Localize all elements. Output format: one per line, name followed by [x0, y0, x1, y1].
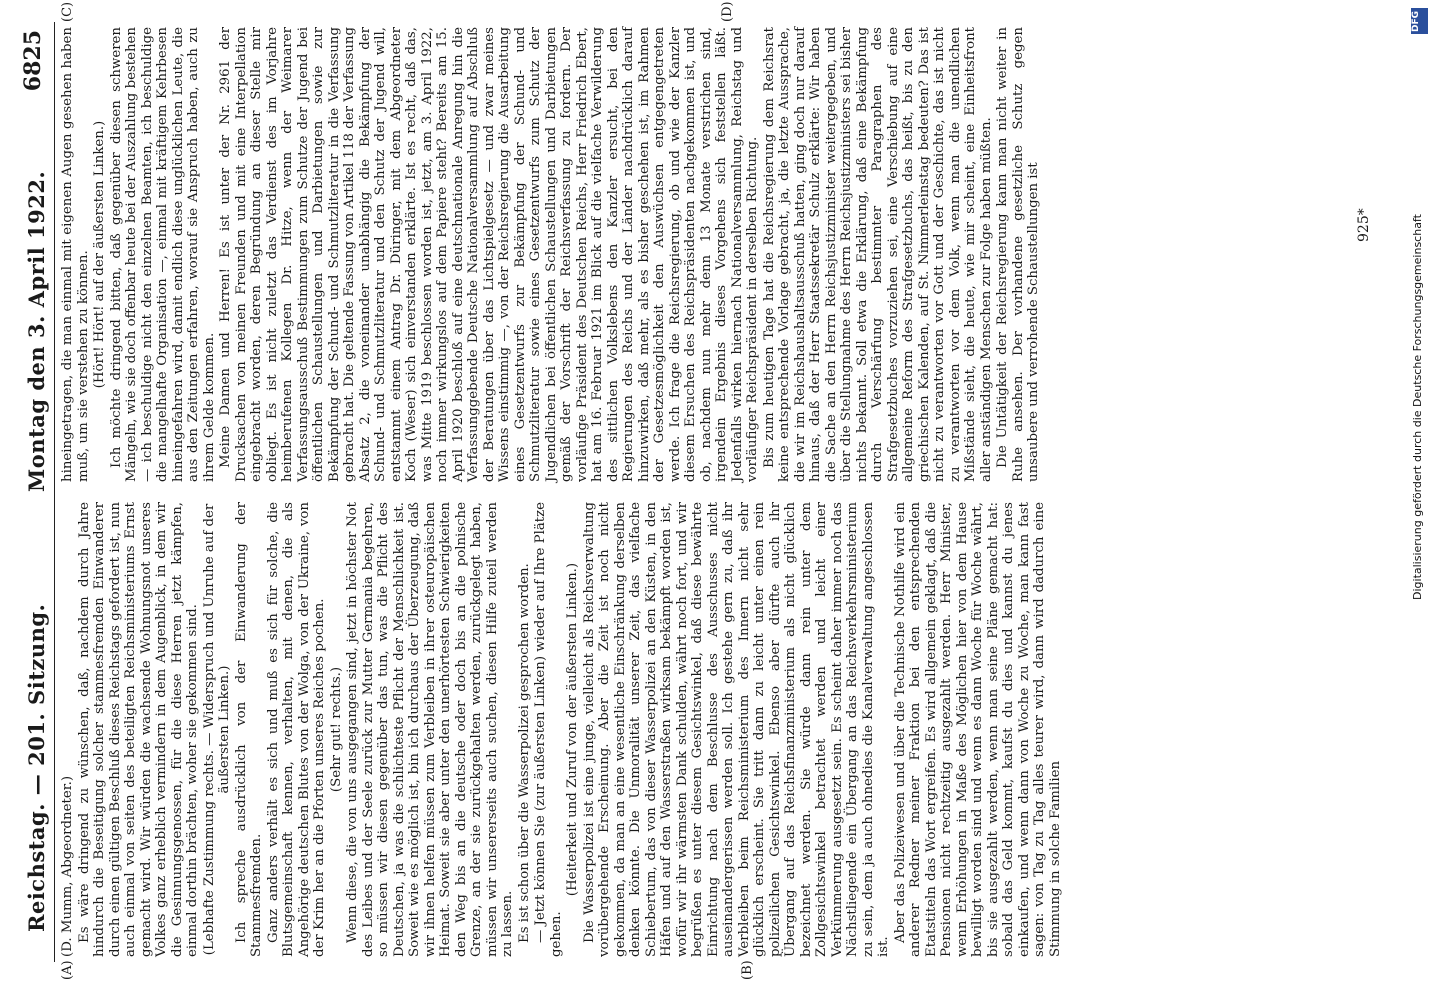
page-header: [20, 22, 55, 962]
column-left: [60, 502, 1064, 957]
digitization-note: Digitalisierung gefördert durch die Deutsche Forschungsgemeinschaft: [1411, 214, 1424, 600]
page-number: 6825: [20, 30, 46, 92]
paragraph: Ganz anders verhält es sich und muß es sich für solche, die Blutsgemeinschaft kennen, verhalten, mit denen, die als Angehörige deutschen Blutes von der Wolga, von der Ukraine, von der Krim her an die Pforten unseres Reiches pochen.: [265, 502, 327, 957]
header-left: Reichstag. — 201. Sitzung.: [24, 603, 49, 932]
interjection: (Sehr gut! rechts.): [328, 666, 344, 793]
header-date: Montag den 3. April 1922.: [24, 170, 49, 492]
column-right: [60, 27, 1043, 482]
paragraph: Wenn diese, die von uns ausgegangen sind, jetzt in höchster Not des Leibes und der Seele zurück zur Mutter Germania begehren, so müssen wir diesen gegenüber das tun, was die Pflicht des Deutschen, ja was die schlichteste Pflicht der Menschlichkeit ist. Soweit wie es möglich ist, bin ich durchaus der Überzeugung, daß wir ihnen helfen müssen zum Verbleiben in ihrer osteuropäischen Heimat. Soweit sie aber unter den unerhörtesten Schwierigkeiten den Weg bis an die deutsche oder doch bis an die polnische Grenze, an der sie zurückgehalten werden, zurückgelegt haben, müssen wir unsererseits auch suchen, diesen Hilfe zuteil werden zu lassen.: [345, 502, 515, 957]
speaker-line: (D. Mumm, Abgeordneter.): [60, 775, 75, 957]
paragraph: hineingetragen, die man einmal mit eigenen Augen gesehen haben muß, um sie verstehen zu können.: [60, 27, 91, 482]
interjection: (Lebhafte Zustimmung rechts. — Widerspruch und Unruhe auf der äußersten Linken.): [201, 503, 232, 956]
paragraph: Es ist schon über die Wasserpolizei gesprochen worden.: [516, 563, 532, 943]
dfg-logo-icon: DFG: [1411, 8, 1428, 34]
interjection: (Heiterkeit und Zuruf von der äußersten Linken.): [565, 562, 580, 897]
paragraph: Die Wasserpolizei ist eine junge, vielleicht als Reichsverwaltung vorübergehende Erscheinung. Aber die Zeit ist noch nicht gekommen, da man an eine wesentliche Einschränkung derselben denken könnte. Die Unmoralität unserer Zeit, das vielfache Schiebertum, das von dieser Wasserpolizei an den Küsten, in den Häfen und auf den Wasserstraßen wirksam bekämpft worden ist, wofür wir ihr wärmsten Dank schulden, währt noch fort, und wir begrüßen es unter diesem Gesichtswinkel, daß diese bewährte Einrichtung nach dem Beschlusse des Ausschusses nicht auseinandergerissen werden soll. Ich gestehe gern zu, daß ihr Verbleiben beim Reichsministerium des Innern nicht sehr glücklich erscheint. Sie tritt dann zu leicht unter einen rein polizeilichen Gesichtswinkel. Ebenso aber dürfte auch ihr Übergang auf das Reichsfinanzministerium als nicht glücklich bezeichnet werden. Sie würde dann rein unter dem Zollgesichtswinkel betrachtet werden und leicht einer Verkümmerung ausgesetzt sein. Es scheint daher immer noch das Nächstliegende ein Übergang an das Reichsverkehrsministerium zu sein, dem ja auch ohnedies die Kanalverwaltung angeschlossen ist.: [581, 502, 891, 957]
interjection: (Hört! Hört! auf der äußersten Linken.): [92, 120, 107, 389]
margin-marker-d: (D): [720, 1, 735, 22]
paragraph: Ich möchte dringend bitten, daß gegenüber diesen schweren Mängeln, wie sie doch offenbar heute bei der Auszahlung bestehen — ich beschuldige nicht den einzelnen Beamten, ich beschuldige die mangelhafte Organisation —, einmal mit kräftigem Kehrbesen hineingefahren wird, damit endlich diese unglücklichen Leute, die aus den Zeitungen erfahren, worauf sie Anspruch haben, auch zu ihrem Gelde kommen.: [108, 27, 217, 482]
paragraph: Meine Damen und Herren! Es ist unter der Nr. 2961 der Drucksachen von meinen Freunden und mit eine Interpellation eingebracht worden, deren Begründung an dieser Stelle mir obliegt. Es ist nicht zuletzt das Verdienst des im Vorjahre heimberufenen Kollegen Dr. Hitze, wenn der Weimarer Verfassungsausschuß Bestimmungen zum Schutze der Jugend bei öffentlichen Schaustellungen und Darbietungen sowie zur Bekämpfung der Schund- und Schmutzliteratur in die Verfassung gebracht hat. Die geltende Fassung von Artikel 118 der Verfassung Absatz 2, die voneinander unabhängig die Bekämpfung der Schund- und Schmutzliteratur und den Schutz der Jugend will, entstammt einem Antrag Dr. Düringer, mit dem Abgeordneter Koch (Weser) sich einverstanden erklärte. Ist es recht, daß das, was Mitte 1919 beschlossen worden ist, jetzt, am 3. April 1922, noch immer wirkungslos auf dem Papiere steht? Bereits am 15. April 1920 beschloß auf eine deutschnationale Anregung hin die Verfassunggebende Deutsche Nationalversammlung auf Abschluß der Beratungen über das Lichtspielgesetz — und zwar meines Wissens einstimmig —, von der Reichsregierung die Ausarbeitung eines Gesetzentwurfs zur Bekämpfung der Schund- und Schmutzliteratur sowie eines Gesetzentwurfs zum Schutz der Jugendlichen bei öffentlichen Schaustellungen und Darbietungen gemäß der Vorschrift der Reichsverfassung zu fordern. Der vorläufige Präsident des Deutschen Reichs, Herr Friedrich Ebert, hat am 16. Februar 1921 im Blick auf die vielfache Verwilderung des sittlichen Volkslebens den Kanzler ersucht, bei den Regierungen des Reichs und der Länder nachdrücklich darauf hinzuwirken, daß mehr, als es bisher geschehen ist, im Rahmen der Gesetzesmöglichkeit den Auswüchsen entgegengetreten werde. Ich frage die Reichsregierung, ob und wie der Kanzler diesem Ersuchen des Reichspräsidenten nachgekommen ist, und ob, nachdem nun mehr denn 13 Monate verstrichen sind, irgendein Ergebnis dieses Vorgehens sich feststellen läßt. Jedenfalls wirken hiernach Nationalversammlung, Reichstag und vorläufiger Reichspräsident in derselben Richtung.: [218, 27, 760, 482]
paragraph: — Jetzt können Sie (zur äußersten Linken) wieder auf Ihre Plätze gehen.: [533, 502, 564, 957]
paragraph: Aber das Polizeiwesen und über die Technische Nothilfe wird ein anderer Redner meiner Fraktion bei den entsprechenden Etatstiteln das Wort ergreifen. Es wird allgemein geklagt, daß die Pensionen nicht rechtzeitig ausgezahlt werden. Herr Minister, wenn Erhöhungen in Maße des Möglichen hier von dem Hause bewilligt worden sind und wenn es dann Woche für Woche währt, bis sie ausgezahlt werden, wenn man seine Pläne gemacht hat: sobald das Geld kommt, kaufst du dies und kannst du jenes einkaufen, und wenn dann von Woche zu Woche, man kann fast sagen: von Tag zu Tag alles teurer wird, dann wird dadurch eine Stimmung in solche Familien: [892, 502, 1063, 957]
margin-marker-b: (B): [740, 960, 755, 980]
paragraph: Bis zum heutigen Tage hat die Reichsregierung dem Reichsrat keine entsprechende Vorlage gebracht, ja, die letzte Aussprache, die wir im Reichshaushaltsausschuß hatten, ging doch nur darauf hinaus, daß der Herr Staatssekretär Schulz erklärte: Wir haben die Sache an den Herrn Reichsjustizminister weitergegeben, und über die Stellungnahme des Herrn Reichsjustizministers sei bisher nichts bekannt. Soll etwa die Erklärung, daß eine Bekämpfung durch Verschärfung bestimmter Paragraphen des Strafgesetzbuches vorzuziehen sei, eine Verschiebung auf eine allgemeine Reform des Strafgesetzbuchs, das heißt, bis zu den griechischen Kalenden, auf St. Nimmerleinstag bedeuten? Das ist nicht zu verantworten vor Gott und der Geschichte, das ist nicht zu verantworten vor dem Volk, wenn man die unendlichen Mißstände sieht, die heute, wie mir scheint, eine Einheitsfront aller anständigen Menschen zur Folge haben müßten.: [761, 27, 994, 482]
page-footer: 925*: [1356, 208, 1372, 242]
digitization-sidebar: [1408, 8, 1432, 992]
paragraph: Es wäre dringend zu wünschen, daß, nachdem durch Jahre hindurch die Beseitigung solcher stammesfremden Einwanderer durch einen gültigen Beschluß dieses Reichstags gefordert ist, nun auch einmal von seiten des beteiligten Reichsministeriums Ernst gemacht wird. Wir würden die wachsende Wohnungsnot unseres Volkes ganz erheblich vermindern in dem Augenblick, in dem wir die Gesinnungsgenossen, für die diese Herren jetzt kämpfen, einmal dorthin brächten, woher sie gekommen sind.: [76, 502, 200, 957]
rotated-page: [20, 1, 1390, 980]
margin-marker-a: (A): [60, 960, 75, 980]
paragraph: Die Untätigkeit der Reichsregierung kann man nicht weiter in Ruhe ansehen. Der vorhandene gesetzliche Schutz gegen unsaubere und verrohende Schaustellungen ist: [995, 27, 1041, 482]
paragraph: Ich spreche ausdrücklich von der Einwanderung der Stammesfremden.: [233, 502, 264, 957]
margin-marker-c: (C): [60, 1, 75, 22]
